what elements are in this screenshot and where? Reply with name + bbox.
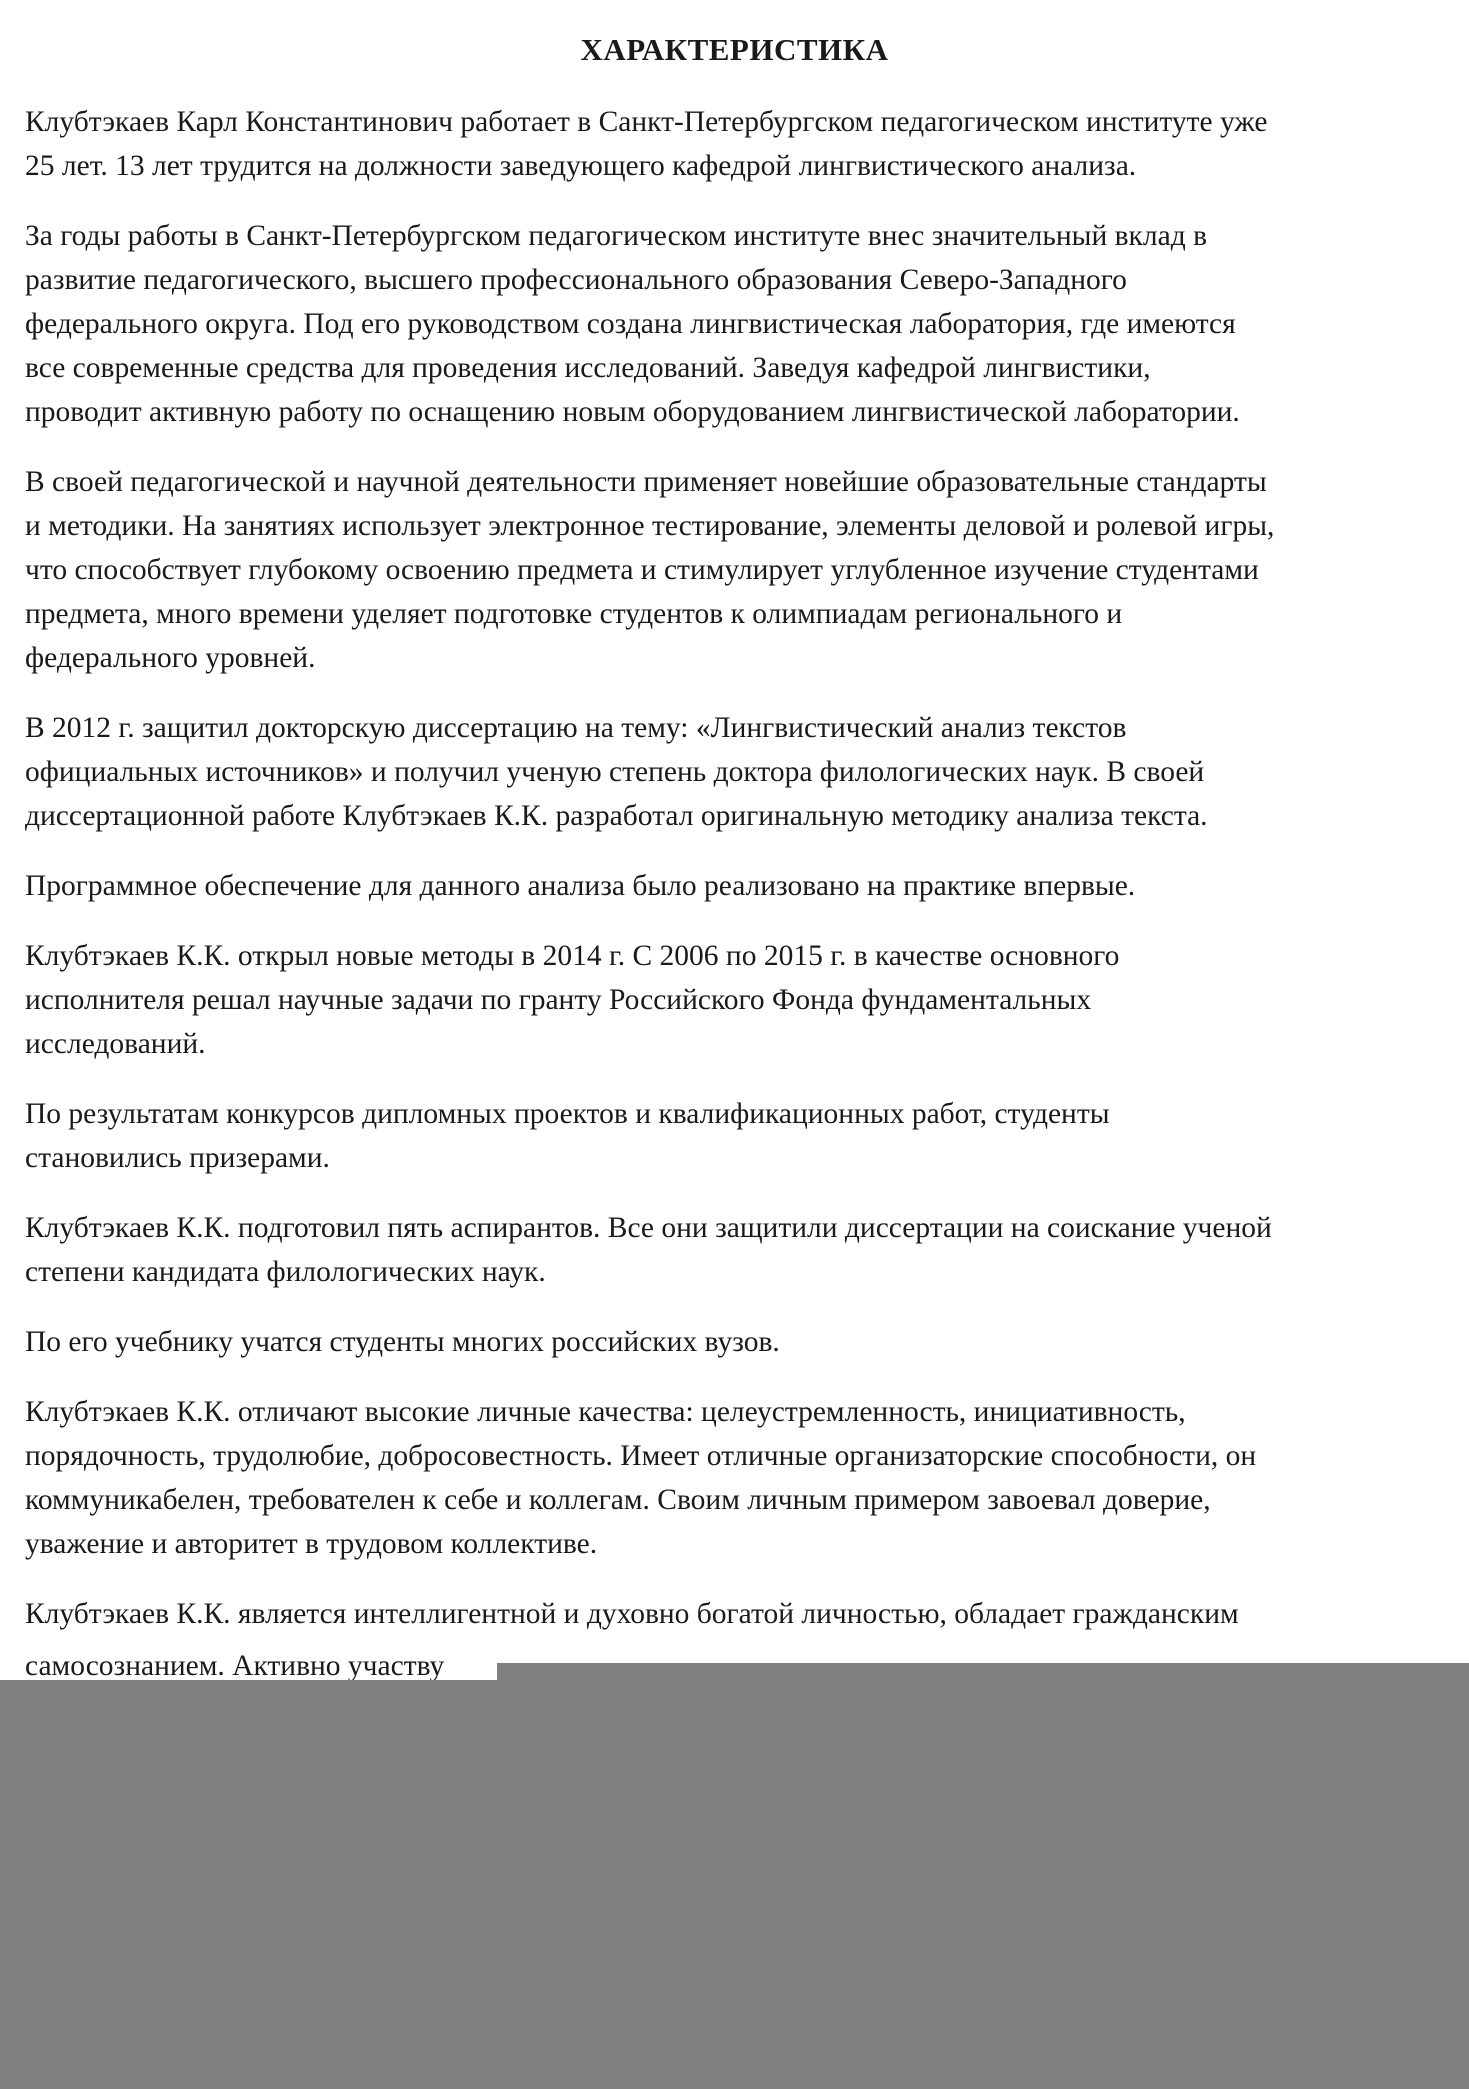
text-line: Клубтэкаев К.К. открыл новые методы в 2014 г. С 2006 по 2015 г. в качестве основного [25, 940, 1120, 972]
text-line: все современные средства для проведения исследований. Заведуя кафедрой лингвистики, [25, 352, 1151, 384]
paragraph-9 [25, 1320, 1445, 1364]
paragraph-1 [25, 100, 1445, 188]
text-line: развитие педагогического, высшего профессионального образования Северо-Западного [25, 264, 1127, 296]
text-line: федерального уровней. [25, 642, 316, 674]
document-title: ХАРАКТЕРИСТИКА [580, 32, 889, 67]
paragraph-2 [25, 214, 1445, 434]
text-line: Программное обеспечение для данного анализа было реализовано на практике впервые. [25, 870, 1136, 902]
text-line: За годы работы в Санкт-Петербургском педагогическом институте внес значительный вклад в [25, 220, 1208, 252]
text-line: предмета, много времени уделяет подготовке студентов к олимпиадам регионального и [25, 598, 1123, 630]
text-line: и методики. На занятиях использует электронное тестирование, элементы деловой и ролевой игры, [25, 510, 1275, 542]
text-line: степени кандидата филологических наук. [25, 1256, 546, 1288]
text-line: В своей педагогической и научной деятельности применяет новейшие образовательные стандарты [25, 466, 1267, 498]
paragraph-7 [25, 1092, 1445, 1180]
paragraph-8 [25, 1206, 1445, 1294]
text-line: По его учебнику учатся студенты многих российских вузов. [25, 1326, 780, 1358]
paragraph-6 [25, 934, 1445, 1066]
text-line: 25 лет. 13 лет трудится на должности заведующего кафедрой лингвистического анализа. [25, 150, 1137, 182]
text-line: исполнителя решал научные задачи по гранту Российского Фонда фундаментальных [25, 984, 1092, 1016]
text-line: проводит активную работу по оснащению новым оборудованием лингвистической лаборатории. [25, 396, 1240, 428]
text-line: уважение и авторитет в трудовом коллективе. [25, 1528, 598, 1560]
text-line: диссертационной работе Клубтэкаев К.К. разработал оригинальную методику анализа текста. [25, 800, 1208, 832]
truncated-text-line: самосознанием. Активно участву [25, 1650, 445, 1680]
text-line: Клубтэкаев К.К. является интеллигентной и духовно богатой личностью, обладает гражданским [25, 1598, 1239, 1630]
text-line: В 2012 г. защитил докторскую диссертацию на тему: «Лингвистический анализ текстов [25, 712, 1127, 744]
text-line: становились призерами. [25, 1142, 330, 1174]
paragraph-4 [25, 706, 1445, 838]
text-line: исследований. [25, 1028, 206, 1060]
paragraph-5 [25, 864, 1445, 908]
document-body [25, 100, 1445, 1662]
text-line: По результатам конкурсов дипломных проектов и квалификационных работ, студенты [25, 1098, 1110, 1130]
text-line: официальных источников» и получил ученую степень доктора филологических наук. В своей [25, 756, 1205, 788]
text-line: что способствует глубокому освоению предмета и стимулирует углубленное изучение студентами [25, 554, 1259, 586]
text-line: Клубтэкаев Карл Константинович работает в Санкт-Петербургском педагогическом институте уже [25, 106, 1268, 138]
text-line: порядочность, трудолюбие, добросовестность. Имеет отличные организаторские способности, он [25, 1440, 1257, 1472]
paragraph-10 [25, 1390, 1445, 1566]
text-line: Клубтэкаев К.К. подготовил пять аспирантов. Все они защитили диссертации на соискание ученой [25, 1212, 1272, 1244]
gray-overlay [0, 1680, 1469, 2089]
text-line: Клубтэкаев К.К. отличают высокие личные качества: целеустремленность, инициативность, [25, 1396, 1186, 1428]
paragraph-3 [25, 460, 1445, 680]
text-line: федерального округа. Под его руководством создана лингвистическая лаборатория, где имеются [25, 308, 1236, 340]
text-line: коммуникабелен, требователен к себе и коллегам. Своим личным примером завоевал доверие, [25, 1484, 1211, 1516]
paragraph-11 [25, 1592, 1445, 1636]
